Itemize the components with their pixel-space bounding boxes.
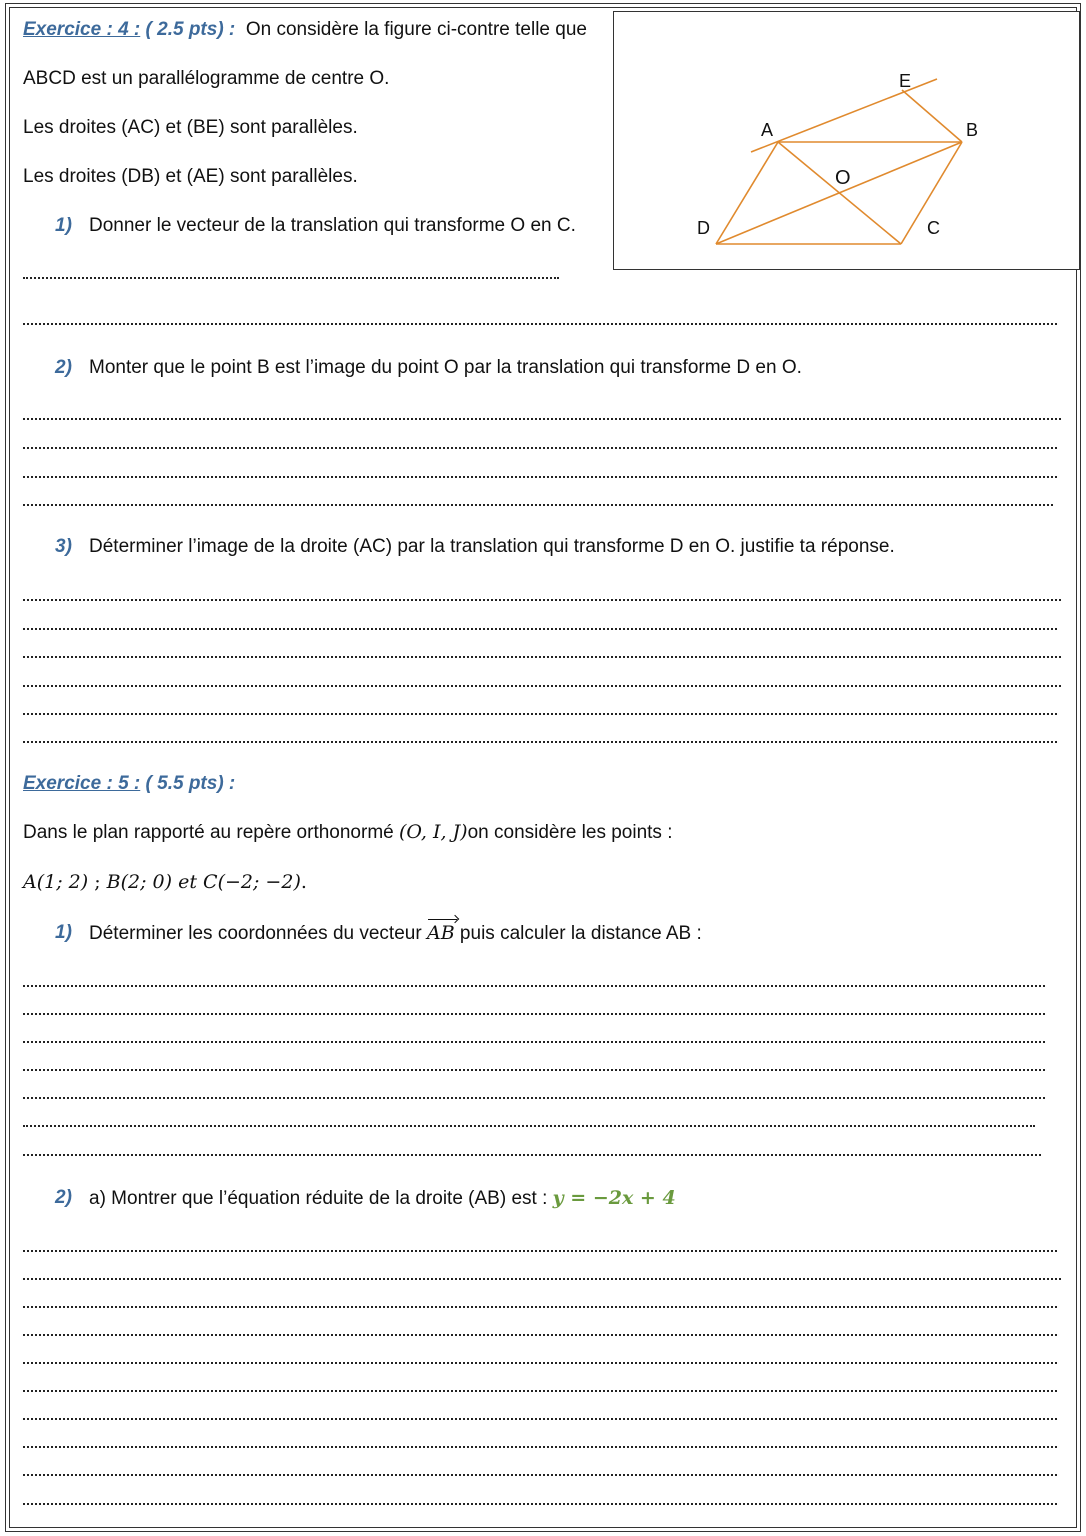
exercise-5-points: ( 5.5 pts) : xyxy=(145,773,236,794)
answer-line xyxy=(23,1250,1057,1252)
ex4-q3-number: 3) xyxy=(55,536,72,557)
exercise-4-points: ( 2.5 pts) : xyxy=(145,19,236,40)
answer-line xyxy=(23,741,1057,743)
ex5-intro: Dans le plan rapporté au repère orthonormé (O, I, J)on considère les points : xyxy=(23,821,673,843)
segment-be xyxy=(902,90,962,142)
line-ab-equation: y = −2x + 4 xyxy=(552,1187,676,1209)
frame-notation: (O, I, J) xyxy=(399,821,468,843)
point-c: C(−2; −2) xyxy=(203,871,301,893)
label-e: E xyxy=(899,71,912,91)
label-b: B xyxy=(966,120,979,140)
point-a: A(1; 2) xyxy=(23,871,89,893)
exercise-4-title: Exercice : 4 : xyxy=(23,19,141,40)
ex5-q1-number: 1) xyxy=(55,922,72,943)
answer-line xyxy=(23,1418,1057,1420)
answer-line xyxy=(23,628,1057,630)
ex4-q2-text: Monter que le point B est l’image du point O par la translation qui transforme D en O. xyxy=(89,357,802,378)
answer-line xyxy=(23,1154,1041,1156)
exercise-4-header xyxy=(23,18,587,42)
ex5-points: A(1; 2) ; B(2; 0) et C(−2; −2). xyxy=(23,871,307,893)
answer-line xyxy=(23,1474,1057,1476)
answer-line xyxy=(23,1013,1045,1015)
ex4-q3-text: Déterminer l’image de la droite (AC) par la translation qui transforme D en O. justifie ta réponse. xyxy=(89,536,895,557)
parallelogram-diagram xyxy=(614,12,1079,269)
answer-line xyxy=(23,418,1061,420)
answer-line xyxy=(23,447,1057,449)
diagonal-db xyxy=(716,142,962,244)
answer-line xyxy=(23,1306,1057,1308)
answer-line xyxy=(23,656,1061,658)
statement-db-ae-parallel: Les droites (DB) et (AE) sont parallèles. xyxy=(23,166,358,187)
answer-line xyxy=(23,1362,1057,1364)
answer-line xyxy=(23,1069,1045,1071)
answer-line xyxy=(23,1097,1045,1099)
statement-ac-be-parallel: Les droites (AC) et (BE) sont parallèles. xyxy=(23,117,358,138)
answer-line xyxy=(23,599,1061,601)
ex4-q2-number: 2) xyxy=(55,357,72,378)
answer-line xyxy=(23,323,1057,325)
answer-line xyxy=(23,504,1053,506)
answer-line xyxy=(23,985,1045,987)
segment-ad xyxy=(716,142,778,244)
vector-ab: AB xyxy=(426,922,455,944)
answer-line xyxy=(23,685,1061,687)
statement-parallelogram: ABCD est un parallélogramme de centre O. xyxy=(23,68,390,89)
point-b: B(2; 0) xyxy=(106,871,173,893)
answer-line xyxy=(23,1503,1057,1505)
label-d: D xyxy=(697,218,710,238)
ex5-q2-text: a) Montrer que l’équation réduite de la droite (AB) est : y = −2x + 4 xyxy=(89,1187,676,1209)
label-o: O xyxy=(835,167,851,189)
geometry-figure xyxy=(613,11,1080,270)
answer-line xyxy=(23,1446,1057,1448)
label-c: C xyxy=(927,218,940,238)
answer-line xyxy=(23,1278,1061,1280)
ex5-q2-number: 2) xyxy=(55,1187,72,1208)
answer-line xyxy=(23,1334,1057,1336)
answer-line xyxy=(23,713,1057,715)
label-a: A xyxy=(761,120,774,140)
ex4-q1-number: 1) xyxy=(55,215,72,236)
answer-line xyxy=(23,277,559,279)
exercise-4-intro: On considère la figure ci-contre telle que xyxy=(245,19,587,40)
answer-line xyxy=(23,1041,1045,1043)
answer-line xyxy=(23,1125,1035,1127)
exercise-5-title: Exercice : 5 : xyxy=(23,773,141,794)
ex5-q1-text: Déterminer les coordonnées du vecteur AB puis calculer la distance AB : xyxy=(89,922,702,944)
answer-line xyxy=(23,1390,1057,1392)
exercise-5-header xyxy=(23,772,235,796)
ex4-q1-text: Donner le vecteur de la translation qui transforme O en C. xyxy=(89,215,576,236)
answer-line xyxy=(23,476,1057,478)
